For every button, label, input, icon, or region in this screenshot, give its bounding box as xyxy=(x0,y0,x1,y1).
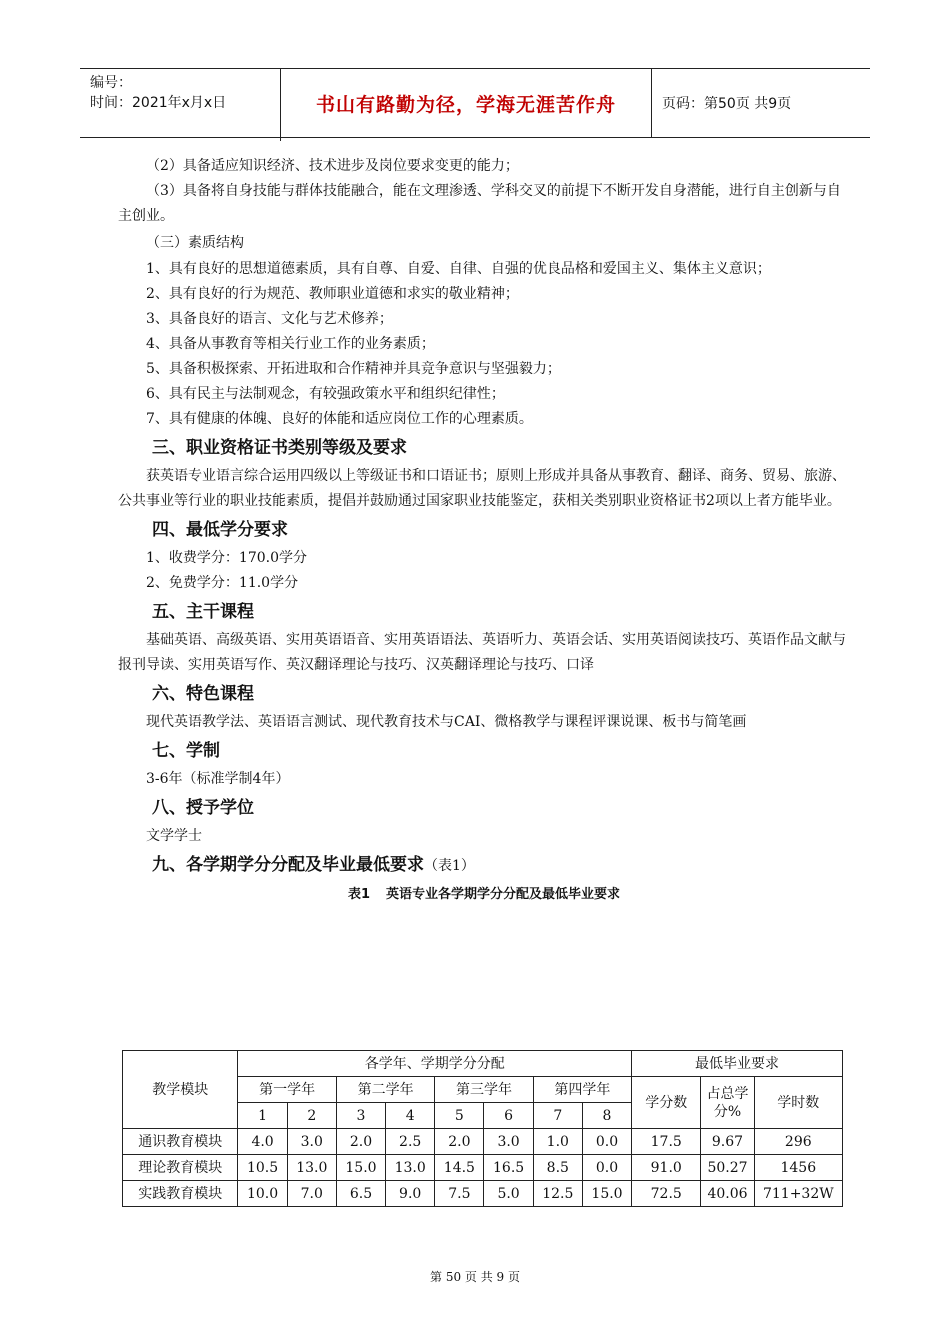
section-heading-core-courses: 五、主干课程 xyxy=(152,602,254,622)
cell-term-credit: 10.0 xyxy=(238,1181,287,1207)
credit-item: 2、免费学分：11.0学分 xyxy=(146,575,299,591)
header-requirement: 最低毕业要求 xyxy=(632,1051,843,1077)
cell-credits: 72.5 xyxy=(632,1181,701,1207)
quality-heading: （三）素质结构 xyxy=(146,235,244,251)
section-heading-degree: 八、授予学位 xyxy=(152,798,254,818)
cell-percent: 9.67 xyxy=(701,1129,754,1155)
header-term: 5 xyxy=(435,1103,484,1129)
cell-term-credit: 15.0 xyxy=(336,1155,385,1181)
document-body xyxy=(118,154,850,906)
cell-term-credit: 9.0 xyxy=(386,1181,435,1207)
cell-percent: 40.06 xyxy=(701,1181,754,1207)
credit-distribution-title: 九、各学期学分分配及毕业最低要求 xyxy=(152,855,424,875)
header-year: 第四学年 xyxy=(533,1077,631,1103)
cell-term-credit: 12.5 xyxy=(533,1181,582,1207)
cell-term-credit: 15.0 xyxy=(582,1181,631,1207)
section-heading-certificates: 三、职业资格证书类别等级及要求 xyxy=(152,438,407,458)
row-module-name: 实践教育模块 xyxy=(123,1181,238,1207)
header-year: 第三学年 xyxy=(435,1077,533,1103)
cell-percent: 50.27 xyxy=(701,1155,754,1181)
table-reference: （表1） xyxy=(424,858,475,874)
cell-term-credit: 13.0 xyxy=(386,1155,435,1181)
cell-term-credit: 8.5 xyxy=(533,1155,582,1181)
header-year: 第二学年 xyxy=(336,1077,434,1103)
row-module-name: 通识教育模块 xyxy=(123,1129,238,1155)
header-term: 8 xyxy=(582,1103,631,1129)
header-hours: 学时数 xyxy=(754,1077,842,1129)
quality-item: 5、具备积极探索、开拓进取和合作精神并具竞争意识与坚强毅力； xyxy=(146,361,561,377)
cell-term-credit: 4.0 xyxy=(238,1129,287,1155)
table-row xyxy=(123,1129,843,1155)
section-heading-featured-courses: 六、特色课程 xyxy=(152,684,254,704)
cell-term-credit: 7.0 xyxy=(287,1181,336,1207)
header-distribution: 各学年、学期学分分配 xyxy=(238,1051,632,1077)
cell-term-credit: 2.5 xyxy=(386,1129,435,1155)
cell-term-credit: 3.0 xyxy=(287,1129,336,1155)
header-page-label: 页码：第50页 共9页 xyxy=(662,96,792,112)
quality-item: 1、具有良好的思想道德素质，具有自尊、自爱、自律、自强的优良品格和爱国主义、集体主义意识； xyxy=(146,261,771,277)
cell-term-credit: 14.5 xyxy=(435,1155,484,1181)
header-credits: 学分数 xyxy=(632,1077,701,1129)
page-header xyxy=(80,68,870,138)
quality-item: 6、具有民主与法制观念，有较强政策水平和组织纪律性； xyxy=(146,386,505,402)
cell-hours: 296 xyxy=(754,1129,842,1155)
credit-item: 1、收费学分：170.0学分 xyxy=(146,550,307,566)
header-meta xyxy=(80,69,281,141)
header-term: 2 xyxy=(287,1103,336,1129)
table-row xyxy=(123,1155,843,1181)
header-term: 4 xyxy=(386,1103,435,1129)
cell-term-credit: 10.5 xyxy=(238,1155,287,1181)
cell-term-credit: 5.0 xyxy=(484,1181,533,1207)
header-module: 教学模块 xyxy=(123,1051,238,1129)
quality-item: 4、具备从事教育等相关行业工作的业务素质； xyxy=(146,336,435,352)
quality-item: 3、具备良好的语言、文化与艺术修养； xyxy=(146,311,393,327)
header-term: 6 xyxy=(484,1103,533,1129)
ability-item: （3）具备将自身技能与群体技能融合，能在文理渗透、学科交叉的前提下不断开发自身潜能，进行自主创新与自主创业。 xyxy=(118,183,841,224)
header-year: 第一学年 xyxy=(238,1077,336,1103)
cell-hours: 711+32W xyxy=(754,1181,842,1207)
number-label: 编号： xyxy=(90,75,132,91)
section-heading-credit-distribution xyxy=(118,849,850,882)
duration-text: 3-6年（标准学制4年） xyxy=(146,771,290,787)
section-heading-credits: 四、最低学分要求 xyxy=(152,520,288,540)
credit-table xyxy=(122,1050,843,1207)
header-motto: 书山有路勤为径，学海无涯苦作舟 xyxy=(281,69,652,137)
quality-item: 2、具有良好的行为规范、教师职业道德和求实的敬业精神； xyxy=(146,286,519,302)
header-percent: 占总学分% xyxy=(701,1077,754,1129)
table-title: 英语专业各学期学分分配及最低毕业要求 xyxy=(386,887,621,902)
header-term: 3 xyxy=(336,1103,385,1129)
cell-term-credit: 3.0 xyxy=(484,1129,533,1155)
section-heading-duration: 七、学制 xyxy=(152,741,220,761)
row-module-name: 理论教育模块 xyxy=(123,1155,238,1181)
degree-text: 文学学士 xyxy=(146,828,202,844)
certificates-text: 获英语专业语言综合运用四级以上等级证书和口语证书；原则上形成并具备从事教育、翻译、商务、贸易、旅游、公共事业等行业的职业技能素质，提倡并鼓励通过国家职业技能鉴定，获相关类别职业资格证书2项以上者方能毕业。 xyxy=(118,468,846,509)
table-number: 表1 xyxy=(347,887,371,902)
cell-term-credit: 0.0 xyxy=(582,1155,631,1181)
cell-term-credit: 6.5 xyxy=(336,1181,385,1207)
cell-term-credit: 1.0 xyxy=(533,1129,582,1155)
table-caption xyxy=(118,884,850,906)
cell-term-credit: 16.5 xyxy=(484,1155,533,1181)
cell-term-credit: 2.0 xyxy=(435,1129,484,1155)
cell-credits: 17.5 xyxy=(632,1129,701,1155)
date-label: 时间：2021年x月x日 xyxy=(90,95,227,111)
cell-term-credit: 7.5 xyxy=(435,1181,484,1207)
table-row xyxy=(123,1181,843,1207)
cell-term-credit: 2.0 xyxy=(336,1129,385,1155)
cell-credits: 91.0 xyxy=(632,1155,701,1181)
header-term: 1 xyxy=(238,1103,287,1129)
cell-hours: 1456 xyxy=(754,1155,842,1181)
ability-item: （2）具备适应知识经济、技术进步及岗位要求变更的能力； xyxy=(146,158,519,174)
quality-item: 7、具有健康的体魄、良好的体能和适应岗位工作的心理素质。 xyxy=(146,411,533,427)
core-courses-text: 基础英语、高级英语、实用英语语音、实用英语语法、英语听力、英语会话、实用英语阅读技巧、英语作品文献与报刊导读、实用英语写作、英汉翻译理论与技巧、汉英翻译理论与技巧、口译 xyxy=(118,632,846,673)
cell-term-credit: 13.0 xyxy=(287,1155,336,1181)
featured-courses-text: 现代英语教学法、英语语言测试、现代教育技术与CAI、微格教学与课程评课说课、板书与简笔画 xyxy=(146,714,747,730)
cell-term-credit: 0.0 xyxy=(582,1129,631,1155)
page-footer: 第 50 页 共 9 页 xyxy=(430,1270,520,1284)
header-term: 7 xyxy=(533,1103,582,1129)
